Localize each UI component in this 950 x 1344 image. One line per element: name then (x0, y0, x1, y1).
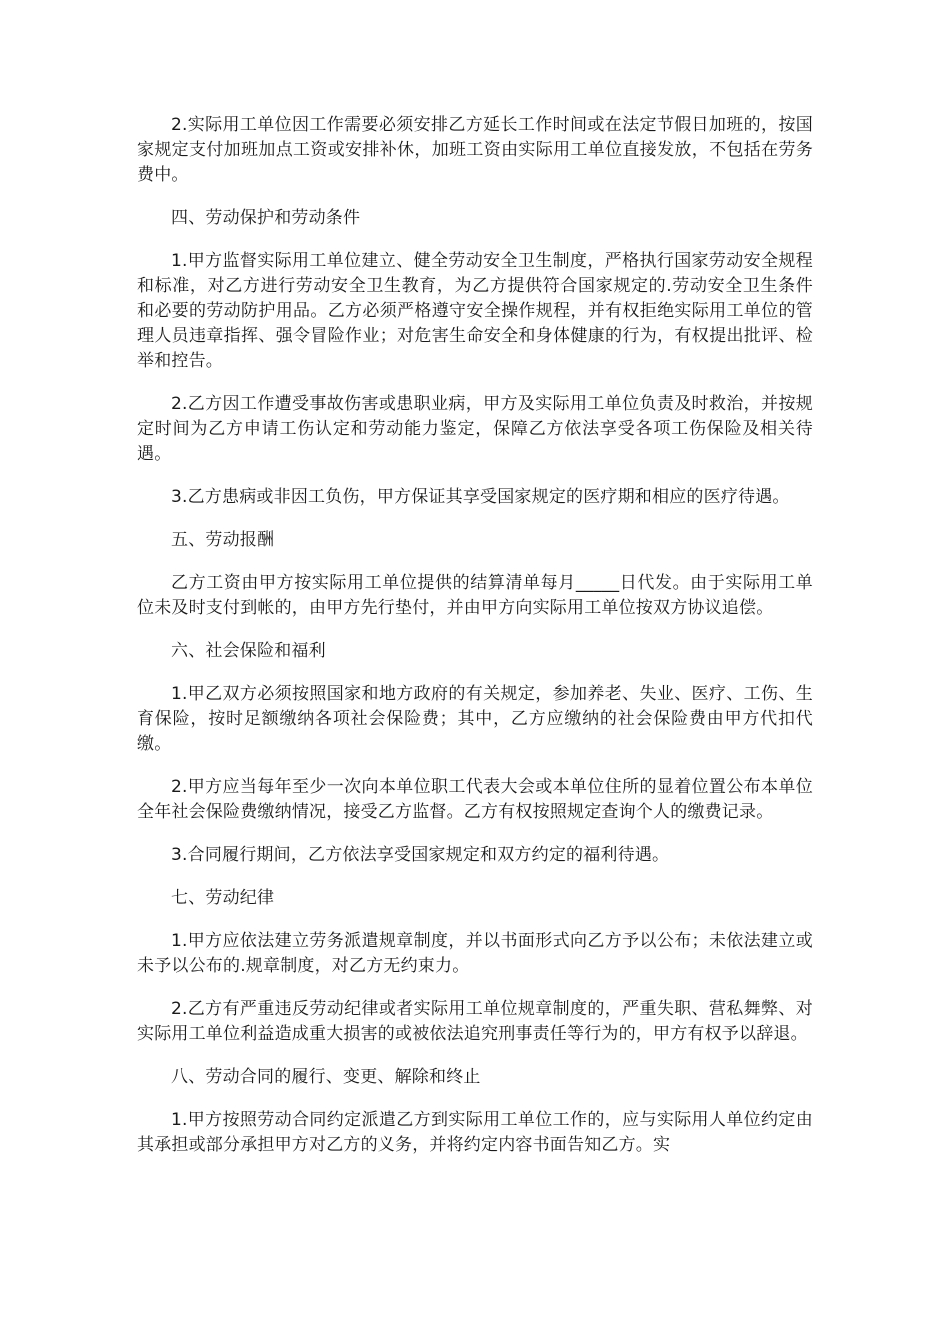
paragraph-insurance-contribution: 1.甲乙双方必须按照国家和地方政府的有关规定，参加养老、失业、医疗、工伤、生育保险，按时足额缴纳各项社会保险费；其中，乙方应缴纳的社会保险费由甲方代扣代缴。 (137, 684, 813, 754)
paragraph-rules: 1.甲方应依法建立劳务派遣规章制度，并以书面形式向乙方予以公布；未依法建立或未予以公布的.规章制度，对乙方无约束力。 (137, 931, 813, 976)
paragraph-dispatch: 1.甲方按照劳动合同约定派遣乙方到实际用工单位工作的，应与实际用人单位约定由其承担或部分承担甲方对乙方的义务，并将约定内容书面告知乙方。实 (137, 1110, 813, 1155)
paragraph-medical-period: 3.乙方患病或非因工负伤，甲方保证其享受国家规定的医疗期和相应的医疗待遇。 (171, 487, 790, 507)
paragraph-work-injury: 2.乙方因工作遭受事故伤害或患职业病，甲方及实际用工单位负责及时救治，并按规定时间为乙方申请工伤认定和劳动能力鉴定，保障乙方依法享受各项工伤保险及相关待遇。 (137, 394, 813, 464)
heading-social-insurance: 六、社会保险和福利 (171, 641, 326, 661)
paragraph-insurance-disclosure: 2.甲方应当每年至少一次向本单位职工代表大会或本单位住所的显着位置公布本单位全年社会保险费缴纳情况，接受乙方监督。乙方有权按照规定查询个人的缴费记录。 (137, 777, 813, 822)
heading-labor-protection: 四、劳动保护和劳动条件 (171, 208, 361, 228)
heading-contract-performance: 八、劳动合同的履行、变更、解除和终止 (171, 1067, 481, 1087)
paragraph-overtime: 2.实际用工单位因工作需要必须安排乙方延长工作时间或在法定节假日加班的，按国家规定支付加班加点工资或安排补休，加班工资由实际用工单位直接发放，不包括在劳务费中。 (137, 115, 813, 185)
heading-labor-discipline: 七、劳动纪律 (171, 888, 275, 908)
paragraph-dismissal: 2.乙方有严重违反劳动纪律或者实际用工单位规章制度的，严重失职、营私舞弊、对实际用工单位利益造成重大损害的或被依法追究刑事责任等行为的，甲方有权予以辞退。 (137, 999, 813, 1044)
paragraph-wages: 乙方工资由甲方按实际用工单位提供的结算清单每月_____日代发。由于实际用工单位未及时支付到帐的，由甲方先行垫付，并由甲方向实际用工单位按双方协议追偿。 (137, 573, 813, 618)
heading-remuneration: 五、劳动报酬 (171, 530, 275, 550)
paragraph-safety-supervision: 1.甲方监督实际用工单位建立、健全劳动安全卫生制度，严格执行国家劳动安全规程和标准，对乙方进行劳动安全卫生教育，为乙方提供符合国家规定的.劳动安全卫生条件和必要的劳动防护用品。乙方必须严格遵守安全操作规程，并有权拒绝实际用工单位的管理人员违章指挥、强令冒险作业；对危害生命安全和身体健康的行为，有权提出批评、检举和控告。 (137, 251, 813, 371)
paragraph-welfare: 3.合同履行期间，乙方依法享受国家规定和双方约定的福利待遇。 (171, 845, 670, 865)
document-page (137, 113, 813, 1158)
